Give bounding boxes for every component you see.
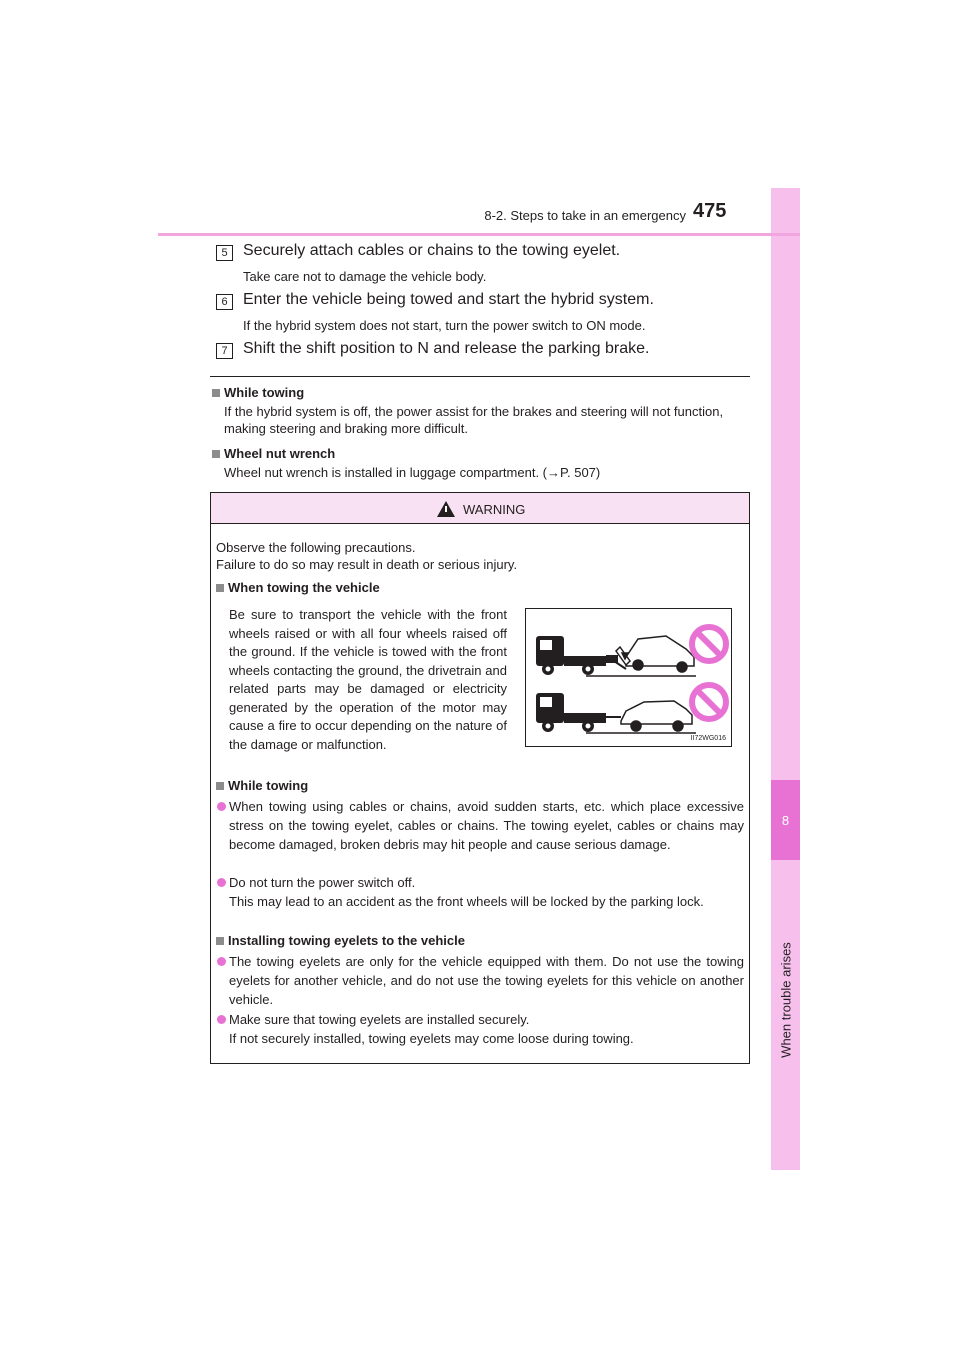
upper-tow-truck [536,636,626,675]
section-divider [210,376,750,377]
chapter-number: 8 [771,780,800,860]
step-number: 7 [216,343,233,359]
warning-bullet: When towing using cables or chains, avoid sudden starts, etc. which place excessive stress on the towing eyelet, cables or chains. The towing eyelet, cables or chains may become damaged, broken debris may hit people and cause serious damage. [217,797,744,854]
note-heading: Wheel nut wrench [212,446,752,462]
note-text: Wheel nut wrench is installed in luggage compartment. (→P. 507) [224,465,601,480]
lower-tow-truck [536,693,621,732]
warning-header [211,493,749,524]
warning-body-text: Be sure to transport the vehicle with the front wheels raised or with all four wheels raised off the ground. If the vehicle is towed with the front wheels contacting the ground, the drivetrain and related parts may be damaged or electricity generated by the operation of the motor may cause a fire to occur depending on the nature of the damage or malfunction. [229,607,507,752]
warning-subheading: While towing [216,778,308,794]
warning-subheading: Installing towing eyelets to the vehicle [216,933,465,949]
prohibition-icon [692,685,726,719]
step-title: Securely attach cables or chains to the towing eyelet. [243,242,621,259]
illustration-code: II72WG016 [690,735,726,742]
prohibition-icon [692,627,726,661]
section-title: 8-2. Steps to take in an emergency [484,208,686,223]
header-divider [158,233,800,236]
warning-triangle-icon [437,501,455,517]
note-while-towing [212,385,752,437]
towing-illustration [525,608,732,747]
note-wheel-nut-wrench [212,446,752,481]
warning-title: WARNING [463,502,526,517]
warning-bullet: The towing eyelets are only for the vehicle equipped with them. Do not use the towing eyelets for another vehicle, and do not use the towing eyelets for this vehicle on another vehicle. [217,952,744,1009]
warning-intro-2: Failure to do so may result in death or serious injury. [216,557,518,572]
step-title: Enter the vehicle being towed and start the hybrid system. [243,291,654,308]
step-number: 6 [216,294,233,310]
step-number: 5 [216,245,233,261]
tow-truck-drawing [526,609,733,748]
warning-bullet: Do not turn the power switch off. This may lead to an accident as the front wheels will be locked by the parking lock. [217,873,744,911]
chapter-label-text: When trouble arises [778,942,794,1058]
warning-box [210,492,750,1064]
page-number: 475 [693,200,727,222]
warning-intro-1: Observe the following precautions. [216,540,416,555]
step-title: Shift the shift position to N and release the parking brake. [243,340,650,357]
warning-bullet: Make sure that towing eyelets are installed securely. If not securely installed, towing eyelets may come loose during towing. [217,1010,744,1048]
note-heading: While towing [212,385,752,401]
warning-subheading: When towing the vehicle [216,580,380,596]
step-note: Take care not to damage the vehicle body. [243,269,487,284]
note-text: If the hybrid system is off, the power assist for the brakes and steering will not function, making steering and braking more difficult. [224,404,724,436]
step-note: If the hybrid system does not start, turn the power switch to ON mode. [243,318,646,333]
